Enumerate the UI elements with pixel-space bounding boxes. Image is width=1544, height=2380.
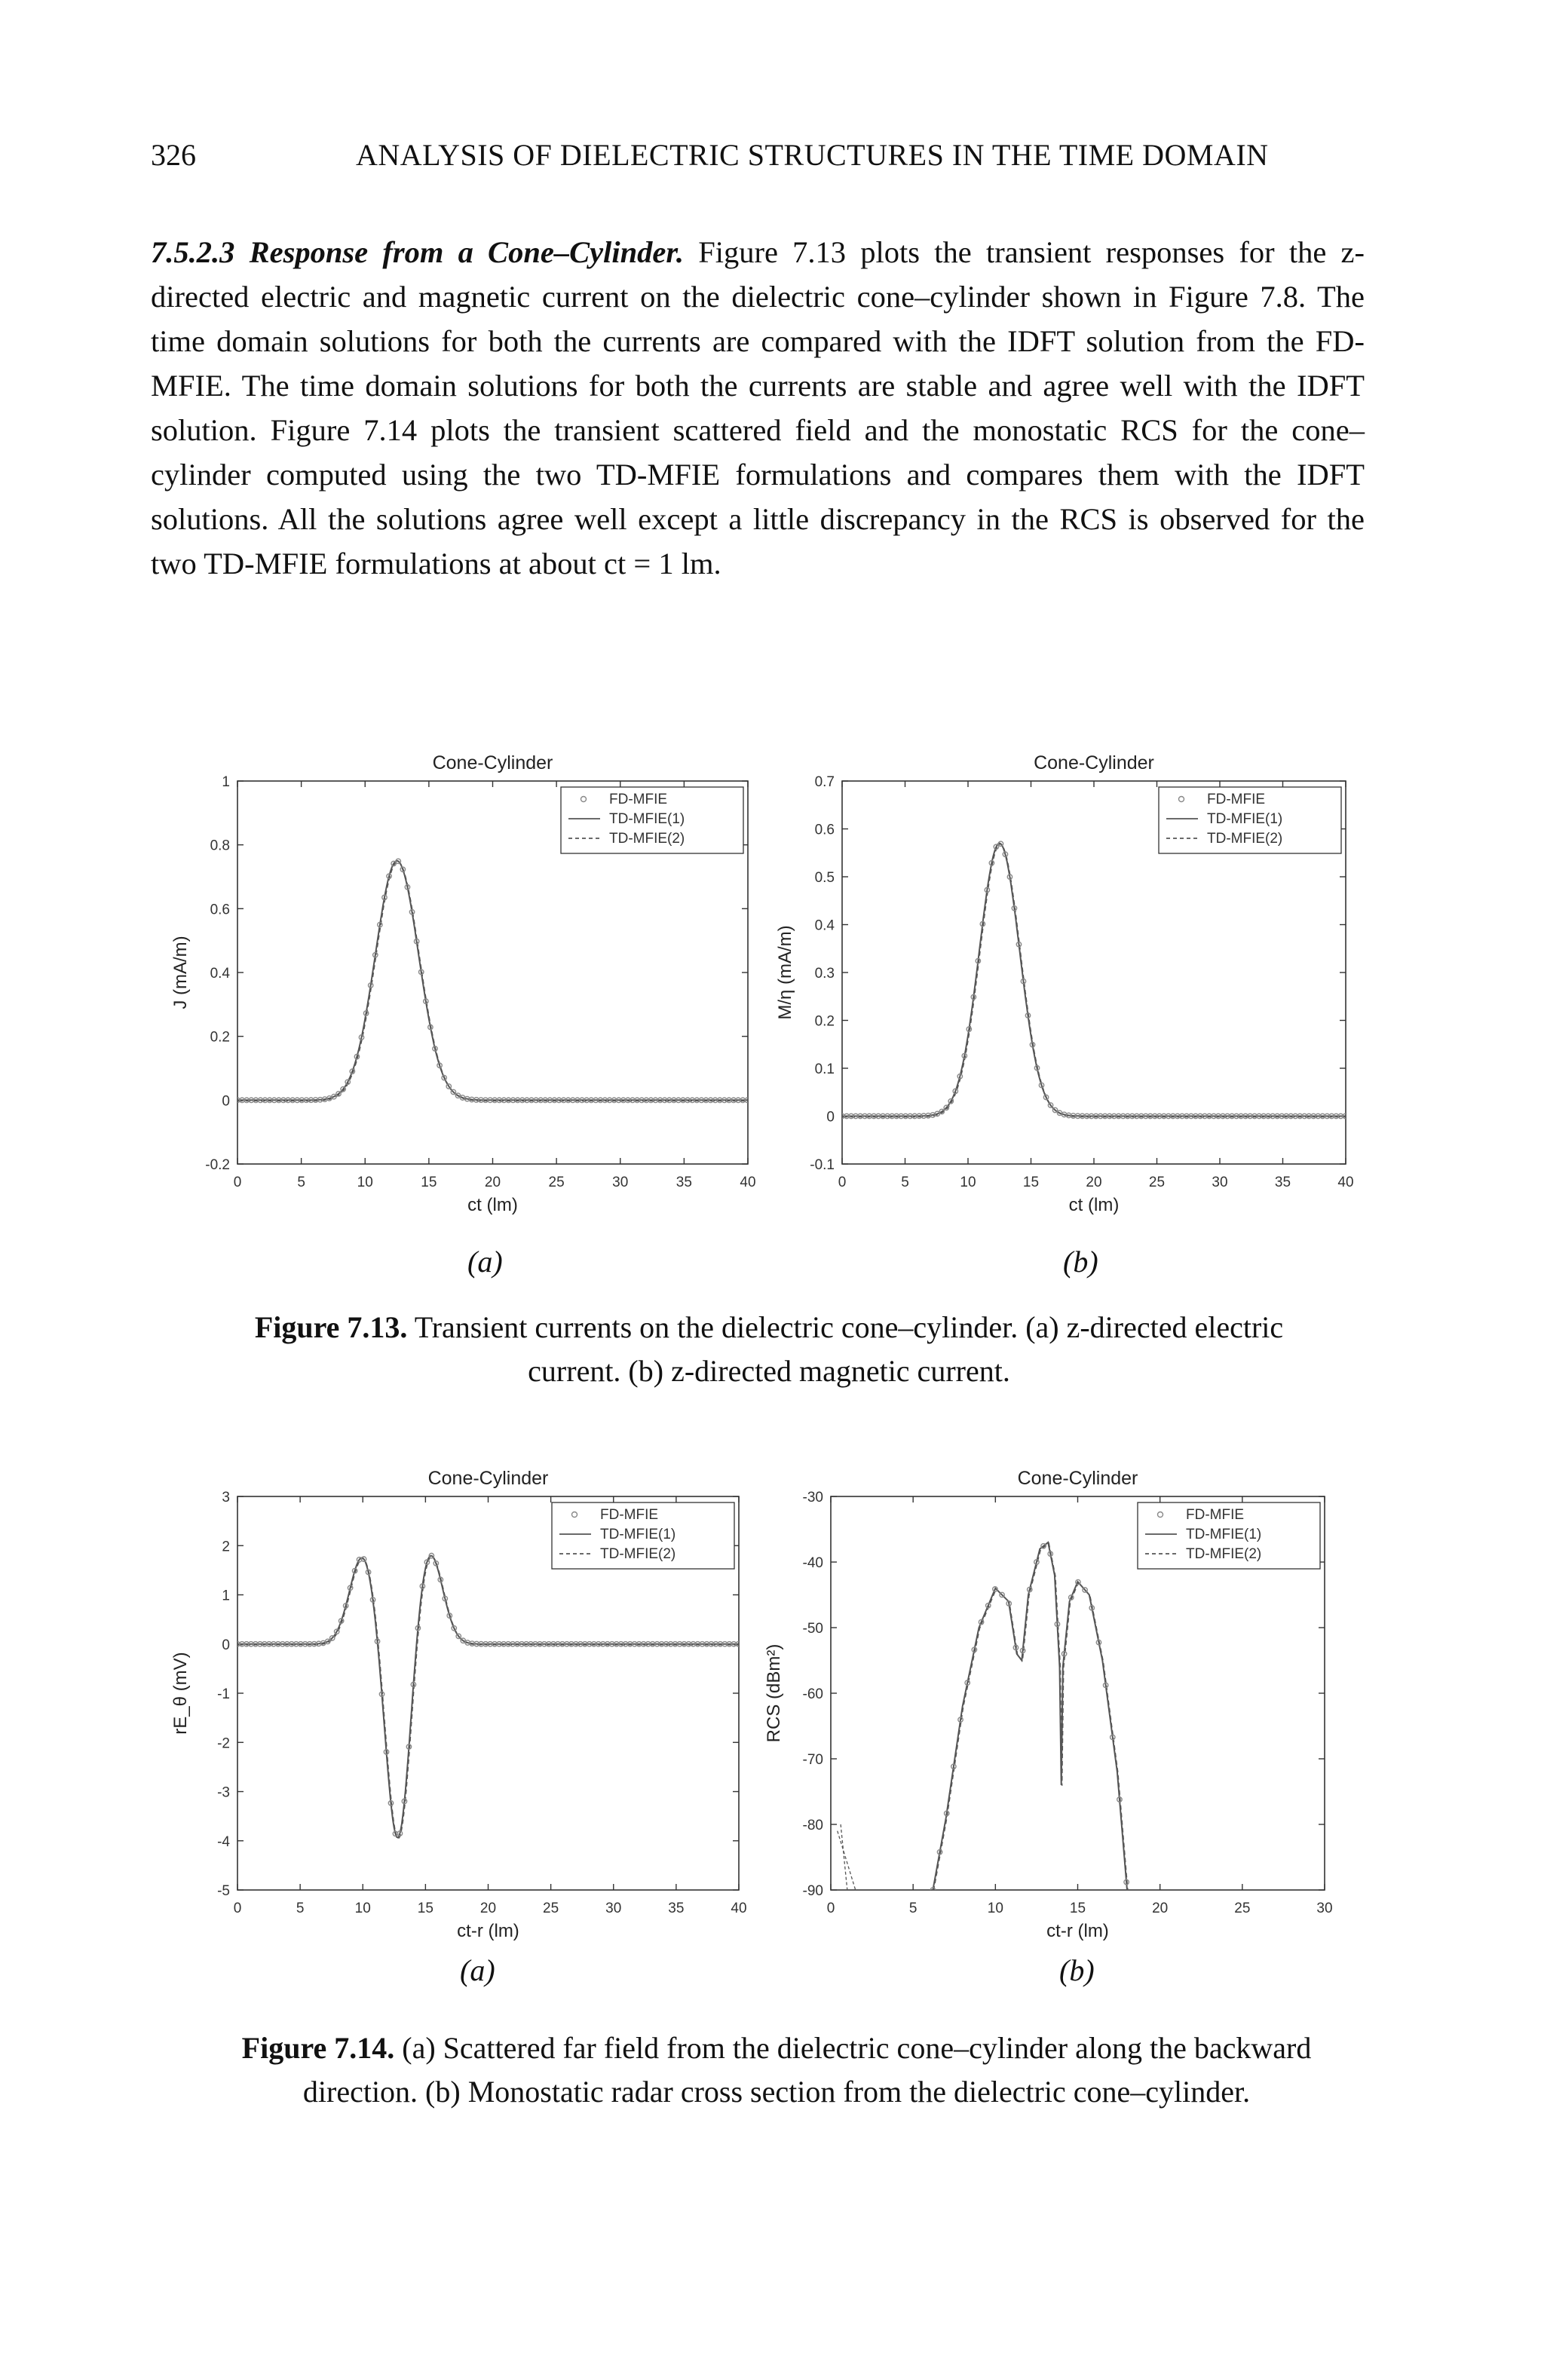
x-tick-label: 30 (1212, 1175, 1228, 1190)
x-tick-label: 10 (960, 1175, 976, 1190)
y-tick-label: 0 (222, 1093, 230, 1110)
y-tick-label: -70 (802, 1752, 823, 1768)
x-tick-label: 10 (354, 1901, 371, 1916)
page-number: 326 (151, 138, 196, 172)
legend-label: TD-MFIE(2) (600, 1546, 676, 1562)
y-axis-label: J (mA/m) (170, 936, 191, 1009)
x-tick-label: 10 (357, 1175, 373, 1190)
y-tick-label: -50 (802, 1621, 823, 1637)
y-tick-label: 0.3 (814, 966, 835, 982)
legend-label: TD-MFIE(2) (1186, 1546, 1262, 1562)
x-tick-label: 15 (417, 1901, 433, 1916)
y-tick-label: 0.8 (210, 838, 230, 854)
y-tick-label: -2 (217, 1735, 230, 1752)
series-td-mfie-2-line (238, 1557, 740, 1839)
fig14-caption (188, 2026, 1365, 2114)
series-td-mfie-2-line (238, 862, 749, 1101)
y-tick-label: -80 (802, 1818, 823, 1833)
y-tick-label: -0.1 (810, 1157, 835, 1173)
legend-label: FD-MFIE (600, 1507, 659, 1523)
x-tick-label: 5 (908, 1901, 918, 1916)
series-td-mfie-1-line (842, 844, 1346, 1116)
x-tick-label: 15 (421, 1175, 437, 1190)
y-tick-label: -3 (217, 1784, 230, 1801)
fig13-sublabel-a: (a) (467, 1245, 503, 1279)
series-td-mfie-2-line (933, 1543, 1128, 1891)
x-tick-label: 0 (838, 1175, 847, 1190)
y-tick-label: 3 (222, 1490, 230, 1505)
y-tick-label: 1 (222, 774, 230, 790)
legend-label: TD-MFIE(1) (600, 1527, 676, 1542)
series-group (235, 1553, 741, 1838)
y-axis-label: RCS (dBm²) (764, 1643, 784, 1743)
x-tick-label: 35 (668, 1901, 685, 1916)
legend (1159, 787, 1341, 853)
y-tick-label: -30 (802, 1490, 823, 1505)
x-tick-label: 35 (676, 1175, 692, 1190)
fig14-sublabel-b: (b) (1059, 1953, 1095, 1987)
x-axis-label: ct (lm) (1068, 1195, 1120, 1215)
x-tick-label: 40 (740, 1175, 756, 1190)
series-td-mfie-2-line (843, 844, 1346, 1117)
y-tick-label: 2 (222, 1539, 230, 1555)
td-mfie-2-early-artifact (838, 1824, 856, 1890)
legend-label: TD-MFIE(2) (609, 831, 685, 847)
legend (561, 787, 743, 853)
fig14-caption-text: (a) Scattered far field from the dielectric cone–cylinder along the backward direction. (b) Monostatic radar cross section from the dielectric cone–cylinder. (302, 2031, 1312, 2109)
y-tick-label: -5 (217, 1883, 230, 1899)
plot-fig14a (170, 1468, 747, 1941)
chart-title: Cone-Cylinder (427, 1468, 549, 1489)
x-tick-label: 20 (479, 1901, 497, 1916)
section-body: Figure 7.13 plots the transient responses for the z-directed electric and magnetic current on the dielectric cone–cylinder shown in Figure 7.8. The time domain solutions for both the currents are compared with the IDFT solution from the FD-MFIE. The time domain solutions for both the currents are stable and agree well with the IDFT solution. Figure 7.14 plots the transient scattered field and the monostatic RCS for the cone–cylinder computed using the two TD-MFIE formulations and compares them with the IDFT solutions. All the solutions agree well except a little discrepancy in the RCS is observed for the two TD-MFIE formulations at about ct = 1 lm. (151, 235, 1365, 580)
x-tick-label: 20 (484, 1175, 501, 1190)
y-tick-label: 0.2 (210, 1029, 230, 1046)
legend-label: TD-MFIE(1) (1207, 811, 1283, 827)
legend (552, 1502, 734, 1569)
fig14-sublabel-a: (a) (460, 1953, 495, 1987)
x-tick-label: 15 (1022, 1175, 1040, 1190)
x-tick-label: 25 (548, 1175, 565, 1190)
x-tick-label: 5 (901, 1175, 909, 1190)
x-tick-label: 15 (1069, 1901, 1086, 1916)
series-group (838, 1542, 1129, 1892)
y-tick-label: -0.2 (205, 1157, 230, 1173)
legend-label: TD-MFIE(1) (609, 811, 685, 827)
x-tick-label: 40 (731, 1901, 747, 1916)
x-tick-label: 40 (1337, 1175, 1354, 1190)
x-tick-label: 0 (826, 1901, 835, 1916)
x-tick-label: 30 (612, 1175, 629, 1190)
chart-title: Cone-Cylinder (1034, 752, 1154, 773)
y-tick-label: 0.4 (814, 917, 835, 934)
y-tick-label: 0.7 (814, 774, 835, 790)
x-tick-label: 25 (1234, 1901, 1251, 1916)
x-axis-label: ct-r (lm) (1046, 1921, 1109, 1941)
y-tick-label: 0.6 (210, 902, 230, 918)
x-axis-label: ct-r (lm) (457, 1921, 519, 1941)
x-tick-label: 10 (987, 1901, 1003, 1916)
y-tick-label: -4 (217, 1833, 230, 1850)
running-title: ANALYSIS OF DIELECTRIC STRUCTURES IN THE TIME DOMAIN (356, 138, 1269, 172)
plot-fig14b (764, 1468, 1333, 1941)
y-tick-label: 1 (222, 1588, 230, 1604)
legend-label: FD-MFIE (1186, 1507, 1245, 1523)
y-tick-label: -60 (802, 1686, 823, 1702)
x-tick-label: 0 (233, 1175, 242, 1190)
fig13-caption-number: Figure 7.13. (254, 1310, 408, 1344)
legend (1138, 1502, 1320, 1569)
y-axis-label: rE_θ (mV) (170, 1652, 191, 1735)
fig13-caption-text: Transient currents on the dielectric cone–cylinder. (a) z-directed electric current. (b) z-directed magnetic current. (407, 1310, 1284, 1388)
x-tick-label: 25 (1148, 1175, 1166, 1190)
fig13-caption (211, 1306, 1327, 1393)
y-tick-label: 0 (222, 1637, 230, 1653)
y-tick-label: 0 (826, 1109, 835, 1126)
series-td-mfie-1-line (237, 1556, 739, 1838)
x-tick-label: 0 (233, 1901, 242, 1916)
section-heading: 7.5.2.3 Response from a Cone–Cylinder. (151, 235, 684, 269)
series-td-mfie-1-line (237, 861, 748, 1101)
x-tick-label: 25 (543, 1901, 559, 1916)
y-tick-label: -40 (802, 1555, 823, 1571)
legend-label: FD-MFIE (609, 792, 668, 807)
y-tick-label: 0.2 (814, 1013, 835, 1030)
x-tick-label: 30 (1316, 1901, 1333, 1916)
x-tick-label: 20 (1086, 1175, 1102, 1190)
plot-fig13a (170, 752, 756, 1215)
x-tick-label: 5 (297, 1175, 305, 1190)
legend-label: TD-MFIE(2) (1207, 831, 1283, 847)
x-tick-label: 20 (1152, 1901, 1169, 1916)
x-tick-label: 5 (296, 1901, 305, 1916)
y-tick-label: 0.6 (814, 822, 835, 838)
y-axis-label: M/η (mA/m) (775, 925, 795, 1020)
y-tick-label: 0.1 (814, 1061, 835, 1077)
legend-label: FD-MFIE (1207, 792, 1266, 807)
y-tick-label: 0.5 (814, 870, 835, 886)
x-tick-label: 30 (605, 1901, 622, 1916)
chart-title: Cone-Cylinder (1017, 1468, 1138, 1489)
series-group (840, 841, 1348, 1119)
x-axis-label: ct (lm) (467, 1195, 518, 1215)
plot-fig13b (775, 752, 1354, 1215)
y-tick-label: -1 (217, 1686, 230, 1702)
x-tick-label: 35 (1274, 1175, 1291, 1190)
chart-title: Cone-Cylinder (432, 752, 553, 773)
y-tick-label: 0.4 (210, 966, 230, 982)
y-tick-label: -90 (802, 1883, 823, 1899)
fig14-caption-number: Figure 7.14. (241, 2031, 395, 2065)
legend-label: TD-MFIE(1) (1186, 1527, 1262, 1542)
series-group (235, 859, 750, 1102)
fig13-sublabel-b: (b) (1063, 1245, 1098, 1279)
